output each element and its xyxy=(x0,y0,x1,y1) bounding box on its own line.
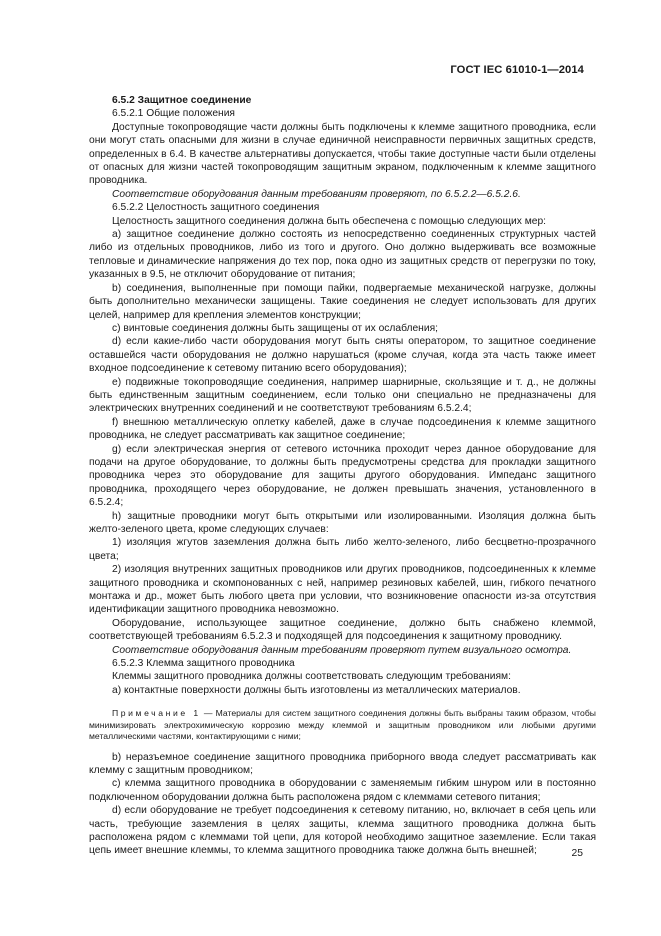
subsection-heading-1 xyxy=(89,107,596,120)
note-label: Примечание 1 xyxy=(112,708,201,719)
terminal-item-d: d) если оборудование не требует подсоединения к сетевому питанию, но, включает в себя цепь или часть, требующие заземления в целях защиты, клемма защитного проводника должна быть расположена рядом с клеммами той цепи, для которой необходимо защитное заземление. Если такая цепь имеет внешние клеммы, то клемма защитного проводника также должна быть внешней; xyxy=(89,805,596,857)
terminal-item-a: а) контактные поверхности должны быть изготовлены из металлических материалов. xyxy=(112,684,521,696)
list-item-e: e) подвижные токопроводящие соединения, например шарнирные, скользящие и т. д., не должны быть единственным защитным соединением, если только они специально не предназначены для электрических внутренних соединений и не соответствуют требованиям 6.5.2.4; xyxy=(89,376,596,415)
subsection-heading-3 xyxy=(89,657,596,670)
list-item-b: b) соединения, выполненные при помощи пайки, подвергаемые механической нагрузке, должны быть дополнительно механически защищены. Такие соединения не следует использовать для других целей, например для крепления элементов конструкции; xyxy=(89,282,596,321)
subsection-heading-2 xyxy=(89,201,596,214)
paragraph-intro-3: Клеммы защитного проводника должны соответствовать следующим требованиям: xyxy=(112,671,511,683)
section-title: Защитное соединение xyxy=(137,95,252,106)
list-item-h: h) защитные проводники могут быть открытыми или изолированными. Изоляция должна быть желто-зеленого цвета, кроме следующих случаев: xyxy=(89,510,596,535)
page-number: 25 xyxy=(571,848,583,859)
subsection-number-2: 6.5.2.2 xyxy=(112,202,144,214)
subsection-title-1: Общие положения xyxy=(146,108,235,120)
list-item-c: c) винтовые соединения должны быть защищены от их ослабления; xyxy=(112,322,438,334)
paragraph-equipment: Оборудование, использующее защитное соединение, должно быть снабжено клеммой, соответствующей требованиям 6.5.2.3 и подходящей для подсоединения к защитному проводнику. xyxy=(89,617,596,643)
paragraph-intro-2: Целостность защитного соединения должна быть обеспечена с помощью следующих мер: xyxy=(112,215,547,227)
subsection-title-2: Целостность защитного соединения xyxy=(146,202,320,214)
list-item-a: а) защитное соединение должно состоять из непосредственно соединенных структурных частей либо из отдельных проводников, либо из того и другого. Оно должно выдерживать все возможные тепловые и динамические напряжения до тех пор, пока одно из защитных средств от перегрузки по току, указанных в 9.5, не отключит оборудование от питания; xyxy=(89,229,596,281)
note-1 xyxy=(89,708,596,742)
subsection-title-3: Клемма защитного проводника xyxy=(146,658,295,670)
terminal-item-c: c) клемма защитного проводника в оборудовании с заменяемым гибким шнуром или в постоянно подключенном оборудовании должна быть расположена рядом с клеммами сетевого питания; xyxy=(89,778,596,803)
compliance-check-2: Соответствие оборудования данным требованиям проверяют путем визуального осмотра. xyxy=(112,644,572,656)
section-number: 6.5.2 xyxy=(112,95,135,106)
list-item-h2: 2) изоляция внутренних защитных проводников или других проводников, подсоединенных к клемме защитного проводника и скомпонованных с ней, например резиновых кабелей, шин, гибкого печатного монтажа и др., может быть любого цвета при условии, что возникновение опасности из-за отсутствия идентификации защитного проводника невозможно. xyxy=(89,564,596,616)
list-item-d: d) если какие-либо части оборудования могут быть сняты оператором, то защитное соединение оставшейся части оборудования не должно нарушаться (кроме случая, когда эта часть также имеет входное подсоединение к сетевому питанию всего оборудования); xyxy=(89,336,596,375)
standard-header: ГОСТ IEC 61010-1—2014 xyxy=(450,64,584,76)
list-item-g: g) если электрическая энергия от сетевого источника проходит через данное оборудование для подачи на другое оборудование, то должны быть предусмотрены средства для прокладки защитного проводника через это оборудование для защиты другого оборудования. Импеданс защитного проводника, проходящего через оборудование, не должен превышать значения, установленного в 6.5.2.4; xyxy=(89,443,596,509)
terminal-item-b: b) неразъемное соединение защитного проводника приборного ввода следует рассматривать как клемму с защитным проводником; xyxy=(89,751,596,776)
list-item-h1: 1) изоляция жгутов заземления должна быть либо желто-зеленого, либо бесцветно-прозрачного цвета; xyxy=(89,537,596,562)
subsection-number-3: 6.5.2.3 xyxy=(112,658,144,670)
list-item-f: f) внешнюю металлическую оплетку кабелей, даже в случае подсоединения к клемме защитного проводника, не следует рассматривать как защитное соединение; xyxy=(89,416,596,442)
compliance-check-1: Соответствие оборудования данным требованиям проверяют, по 6.5.2.2—6.5.2.6. xyxy=(112,188,521,200)
note-text: — Материалы для систем защитного соединения должны быть выбраны таким образом, чтобы минимизировать электрохимическую коррозию между клеммой и защитным проводником или любыми другими металлическими частями, контактирующими с ними; xyxy=(89,708,596,742)
section-heading xyxy=(89,94,596,107)
document-body xyxy=(89,94,596,858)
paragraph-general: Доступные токопроводящие части должны быть подключены к клемме защитного проводника, если они могут стать опасными для жизни в случае единичной неисправности первичных защитных средств, определенных в 6.4. В качестве альтернативы допускается, чтобы такие доступные части были отделены от опасных для жизни частей токопроводящим защитным экраном, подключенным к клемме защитного проводника. xyxy=(89,121,596,187)
subsection-number-1: 6.5.2.1 xyxy=(112,108,144,120)
